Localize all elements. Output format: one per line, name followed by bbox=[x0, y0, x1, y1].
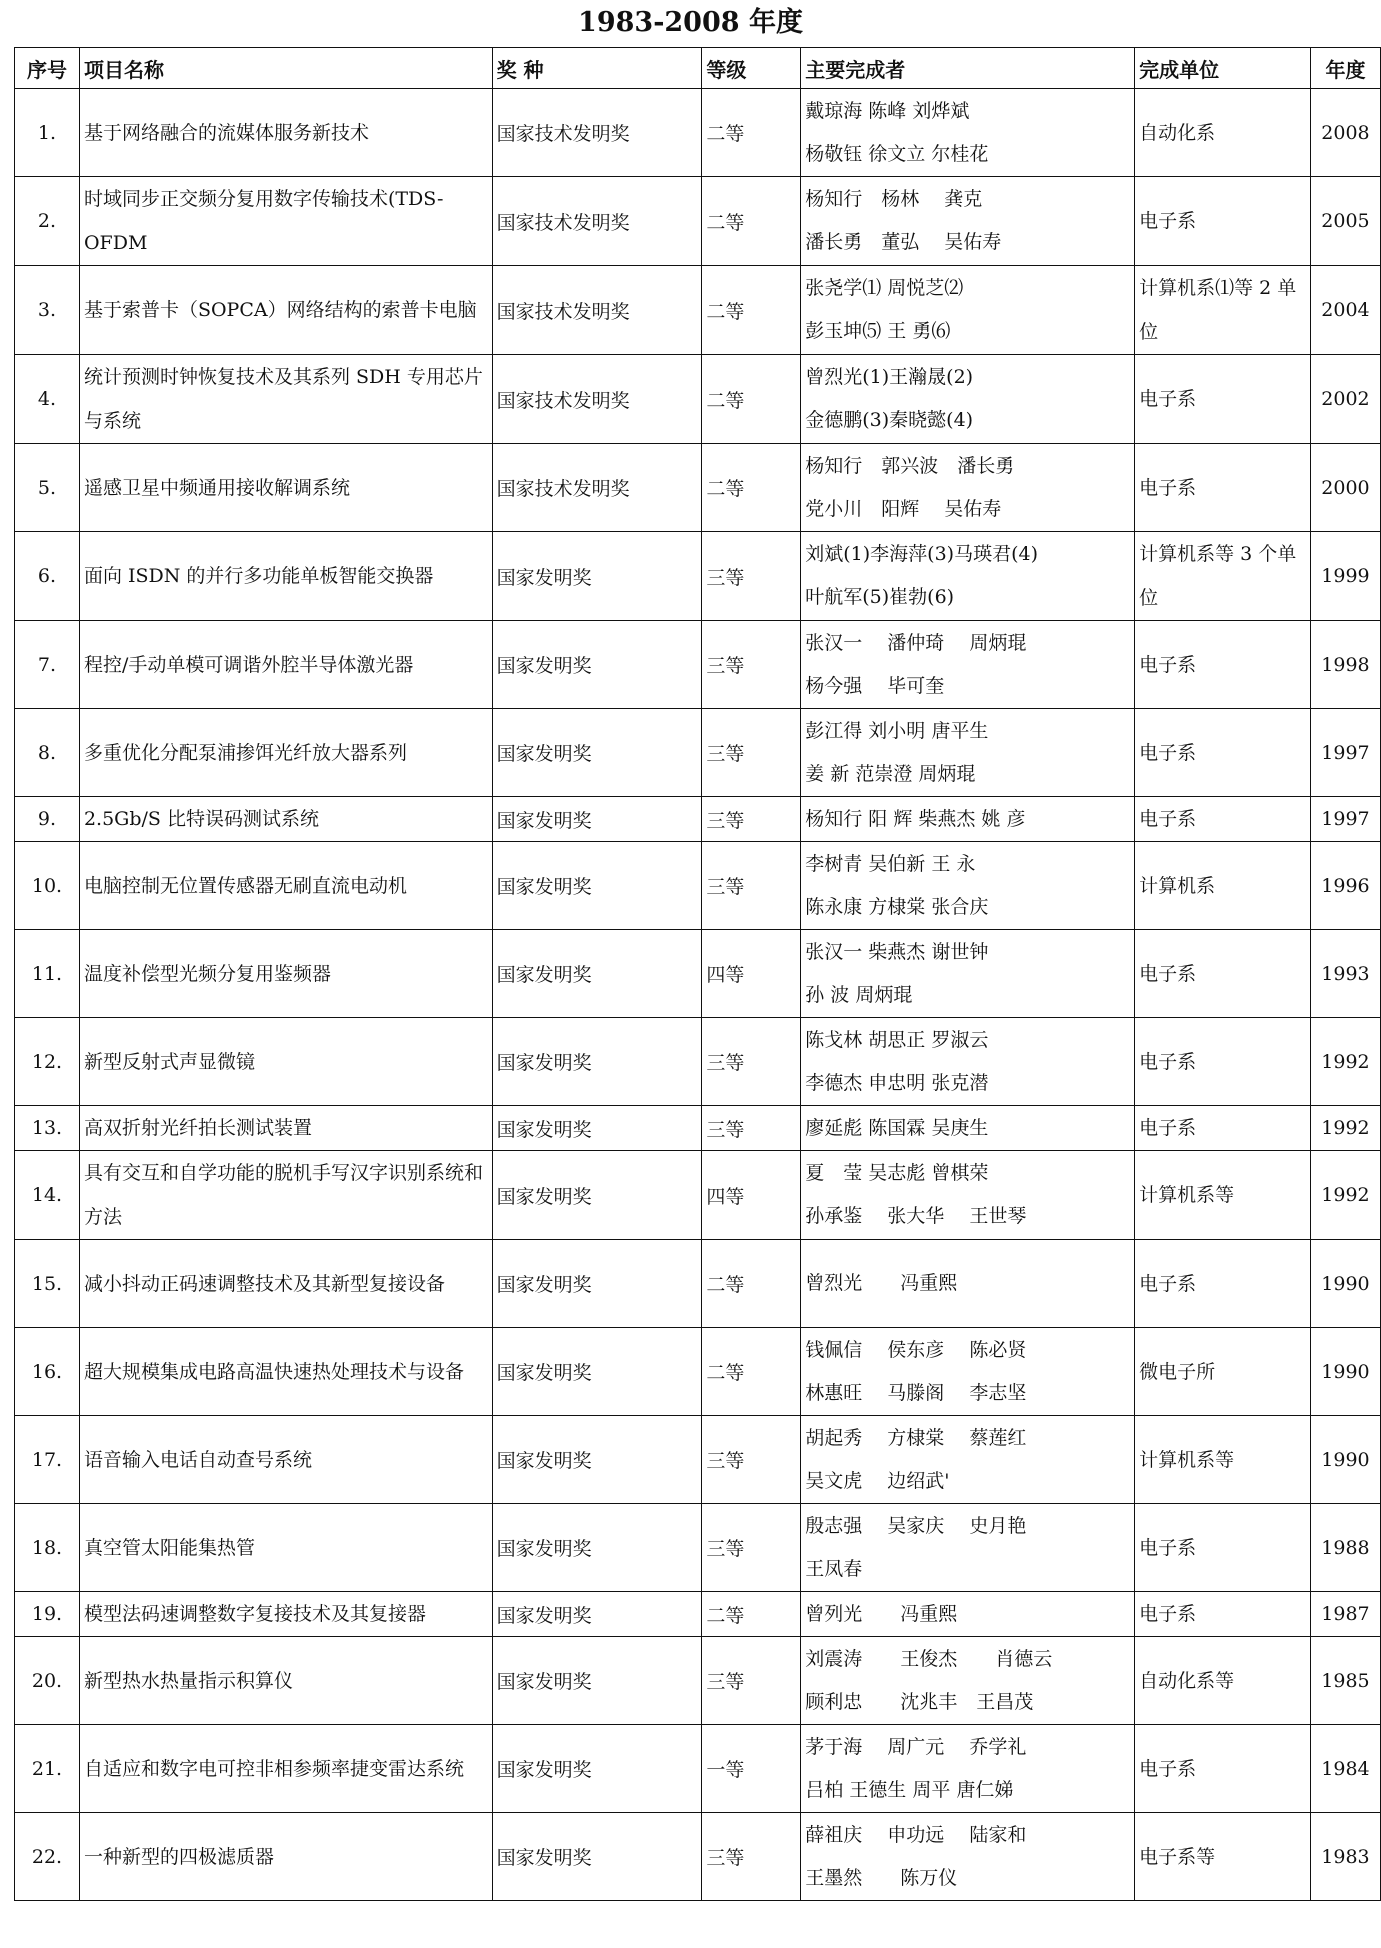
main-completers bbox=[801, 709, 1135, 797]
row-index: 4. bbox=[15, 355, 80, 444]
project-name: 真空管太阳能集热管 bbox=[79, 1504, 492, 1592]
completing-unit: 电子系 bbox=[1135, 930, 1311, 1018]
row-index: 7. bbox=[15, 621, 80, 709]
completer-line: 夏 莹 吴志彪 曾棋荣 bbox=[805, 1162, 989, 1184]
main-completers bbox=[801, 89, 1135, 177]
table-row bbox=[15, 1637, 1381, 1725]
award-grade: 二等 bbox=[702, 355, 801, 444]
header-unit: 完成单位 bbox=[1135, 48, 1311, 89]
award-grade: 三等 bbox=[702, 797, 801, 842]
project-name: 遥感卫星中频通用接收解调系统 bbox=[79, 444, 492, 532]
award-grade: 三等 bbox=[702, 621, 801, 709]
completing-unit: 微电子所 bbox=[1135, 1328, 1311, 1416]
header-year: 年度 bbox=[1310, 48, 1380, 89]
award-grade: 三等 bbox=[702, 842, 801, 930]
header-index: 序号 bbox=[15, 48, 80, 89]
completing-unit: 计算机系等 bbox=[1135, 1416, 1311, 1504]
row-index: 3. bbox=[15, 266, 80, 355]
table-row bbox=[15, 1151, 1381, 1240]
completing-unit: 电子系 bbox=[1135, 1018, 1311, 1106]
table-row bbox=[15, 355, 1381, 444]
award-grade: 二等 bbox=[702, 1328, 801, 1416]
award-type: 国家发明奖 bbox=[492, 1151, 702, 1240]
completing-unit: 电子系等 bbox=[1135, 1813, 1311, 1901]
completer-line: 孙 波 周炳琨 bbox=[805, 983, 913, 1006]
completing-unit: 电子系 bbox=[1135, 621, 1311, 709]
header-name: 项目名称 bbox=[79, 48, 492, 89]
completer-line: 薛祖庆 申功远 陆家和 bbox=[805, 1823, 1027, 1846]
completing-unit: 电子系 bbox=[1135, 177, 1311, 266]
award-type: 国家发明奖 bbox=[492, 621, 702, 709]
row-index: 21. bbox=[15, 1725, 80, 1813]
project-name: 一种新型的四极滤质器 bbox=[79, 1813, 492, 1901]
award-year: 1990 bbox=[1310, 1416, 1380, 1504]
table-row bbox=[15, 842, 1381, 930]
completer-line: 孙承鉴 张大华 王世琴 bbox=[805, 1205, 1027, 1227]
main-completers bbox=[801, 444, 1135, 532]
award-year: 1987 bbox=[1310, 1592, 1380, 1637]
row-index: 20. bbox=[15, 1637, 80, 1725]
award-type: 国家发明奖 bbox=[492, 1240, 702, 1328]
award-grade: 二等 bbox=[702, 1592, 801, 1637]
table-row bbox=[15, 1813, 1381, 1901]
completing-unit: 自动化系等 bbox=[1135, 1637, 1311, 1725]
completer-line: 杨知行 阳 辉 柴燕杰 姚 彦 bbox=[805, 807, 1026, 830]
completer-line: 姜 新 范崇澄 周炳琨 bbox=[805, 762, 976, 785]
row-index: 17. bbox=[15, 1416, 80, 1504]
project-name: 自适应和数字电可控非相参频率捷变雷达系统 bbox=[79, 1725, 492, 1813]
completing-unit: 自动化系 bbox=[1135, 89, 1311, 177]
award-grade: 四等 bbox=[702, 1151, 801, 1240]
completer-line: 金德鹏(3)秦晓懿(4) bbox=[805, 409, 974, 431]
completer-line: 陈戈林 胡思正 罗淑云 bbox=[805, 1028, 989, 1051]
completing-unit: 电子系 bbox=[1135, 355, 1311, 444]
award-grade: 二等 bbox=[702, 177, 801, 266]
award-type: 国家发明奖 bbox=[492, 1106, 702, 1151]
completer-line: 杨知行 郭兴波 潘长勇 bbox=[805, 454, 1015, 477]
main-completers bbox=[801, 266, 1135, 355]
project-name: 面向 ISDN 的并行多功能单板智能交换器 bbox=[79, 532, 492, 621]
award-type: 国家发明奖 bbox=[492, 797, 702, 842]
award-type: 国家发明奖 bbox=[492, 930, 702, 1018]
main-completers bbox=[801, 842, 1135, 930]
completer-line: 张尧学⑴ 周悦芝⑵ bbox=[805, 277, 964, 299]
completer-line: 杨知行 杨林 龚克 bbox=[805, 188, 983, 210]
award-year: 1988 bbox=[1310, 1504, 1380, 1592]
award-grade: 三等 bbox=[702, 1504, 801, 1592]
row-index: 5. bbox=[15, 444, 80, 532]
award-type: 国家技术发明奖 bbox=[492, 444, 702, 532]
award-year: 2004 bbox=[1310, 266, 1380, 355]
completer-line: 顾利忠 沈兆丰 王昌茂 bbox=[805, 1690, 1034, 1713]
award-year: 1997 bbox=[1310, 797, 1380, 842]
table-row bbox=[15, 930, 1381, 1018]
completer-line: 刘斌(1)李海萍(3)马瑛君(4) bbox=[805, 543, 1038, 565]
main-completers bbox=[801, 355, 1135, 444]
award-year: 1993 bbox=[1310, 930, 1380, 1018]
table-row bbox=[15, 1106, 1381, 1151]
completer-line: 王凤春 bbox=[805, 1557, 863, 1580]
completer-line: 吴文虎 边绍武' bbox=[805, 1469, 950, 1492]
award-grade: 一等 bbox=[702, 1725, 801, 1813]
award-grade: 三等 bbox=[702, 532, 801, 621]
main-completers bbox=[801, 1592, 1135, 1637]
project-name: 高双折射光纤拍长测试装置 bbox=[79, 1106, 492, 1151]
award-grade: 二等 bbox=[702, 444, 801, 532]
row-index: 13. bbox=[15, 1106, 80, 1151]
main-completers bbox=[801, 1151, 1135, 1240]
completing-unit: 电子系 bbox=[1135, 1725, 1311, 1813]
project-name: 新型热水热量指示积算仪 bbox=[79, 1637, 492, 1725]
completing-unit: 电子系 bbox=[1135, 1106, 1311, 1151]
completer-line: 潘长勇 董弘 吴佑寿 bbox=[805, 231, 1002, 253]
project-name: 2.5Gb/S 比特误码测试系统 bbox=[79, 797, 492, 842]
completing-unit: 电子系 bbox=[1135, 709, 1311, 797]
completing-unit: 计算机系 bbox=[1135, 842, 1311, 930]
row-index: 22. bbox=[15, 1813, 80, 1901]
row-index: 1. bbox=[15, 89, 80, 177]
award-type: 国家技术发明奖 bbox=[492, 355, 702, 444]
award-grade: 四等 bbox=[702, 930, 801, 1018]
award-year: 2005 bbox=[1310, 177, 1380, 266]
award-grade: 三等 bbox=[702, 1106, 801, 1151]
completer-line: 党小川 阳辉 吴佑寿 bbox=[805, 497, 1002, 520]
completer-line: 廖延彪 陈国霖 吴庚生 bbox=[805, 1116, 989, 1139]
award-grade: 三等 bbox=[702, 1416, 801, 1504]
table-row bbox=[15, 1018, 1381, 1106]
table-row bbox=[15, 1504, 1381, 1592]
completing-unit: 电子系 bbox=[1135, 1240, 1311, 1328]
table-row bbox=[15, 177, 1381, 266]
project-name: 具有交互和自学功能的脱机手写汉字识别系统和方法 bbox=[79, 1151, 492, 1240]
row-index: 12. bbox=[15, 1018, 80, 1106]
completer-line: 曾列光 冯重熙 bbox=[805, 1602, 958, 1625]
table-row bbox=[15, 709, 1381, 797]
award-year: 1999 bbox=[1310, 532, 1380, 621]
award-type: 国家发明奖 bbox=[492, 1416, 702, 1504]
header-grade: 等级 bbox=[702, 48, 801, 89]
award-type: 国家发明奖 bbox=[492, 709, 702, 797]
completer-line: 李树青 吴伯新 王 永 bbox=[805, 852, 976, 875]
completer-line: 钱佩信 侯东彦 陈必贤 bbox=[805, 1338, 1027, 1361]
completing-unit: 电子系 bbox=[1135, 797, 1311, 842]
completer-line: 殷志强 吴家庆 史月艳 bbox=[805, 1514, 1027, 1537]
award-year: 2000 bbox=[1310, 444, 1380, 532]
project-name: 模型法码速调整数字复接技术及其复接器 bbox=[79, 1592, 492, 1637]
row-index: 8. bbox=[15, 709, 80, 797]
main-completers bbox=[801, 930, 1135, 1018]
project-name: 新型反射式声显微镜 bbox=[79, 1018, 492, 1106]
award-grade: 二等 bbox=[702, 266, 801, 355]
completer-line: 王墨然 陈万仪 bbox=[805, 1866, 958, 1889]
project-name: 温度补偿型光频分复用鉴频器 bbox=[79, 930, 492, 1018]
completer-line: 张汉一 柴燕杰 谢世钟 bbox=[805, 940, 989, 963]
row-index: 15. bbox=[15, 1240, 80, 1328]
row-index: 14. bbox=[15, 1151, 80, 1240]
main-completers bbox=[801, 532, 1135, 621]
project-name: 程控/手动单模可调谐外腔半导体激光器 bbox=[79, 621, 492, 709]
completing-unit: 电子系 bbox=[1135, 1504, 1311, 1592]
completer-line: 刘震涛 王俊杰 肖德云 bbox=[805, 1647, 1053, 1670]
award-grade: 三等 bbox=[702, 1813, 801, 1901]
completing-unit: 计算机系等 bbox=[1135, 1151, 1311, 1240]
completer-line: 陈永康 方棣棠 张合庆 bbox=[805, 895, 989, 918]
main-completers bbox=[801, 1240, 1135, 1328]
table-row bbox=[15, 266, 1381, 355]
award-grade: 二等 bbox=[702, 89, 801, 177]
table-row bbox=[15, 444, 1381, 532]
completer-line: 张汉一 潘仲琦 周炳琨 bbox=[805, 631, 1027, 654]
completer-line: 茅于海 周广元 乔学礼 bbox=[805, 1735, 1027, 1758]
table-body bbox=[15, 89, 1381, 1901]
main-completers bbox=[801, 1813, 1135, 1901]
completing-unit: 电子系 bbox=[1135, 1592, 1311, 1637]
project-name: 减小抖动正码速调整技术及其新型复接设备 bbox=[79, 1240, 492, 1328]
award-year: 1990 bbox=[1310, 1328, 1380, 1416]
completing-unit: 计算机系等 3 个单位 bbox=[1135, 532, 1311, 621]
award-grade: 三等 bbox=[702, 1637, 801, 1725]
row-index: 16. bbox=[15, 1328, 80, 1416]
award-type: 国家发明奖 bbox=[492, 842, 702, 930]
table-row bbox=[15, 621, 1381, 709]
row-index: 11. bbox=[15, 930, 80, 1018]
award-year: 1996 bbox=[1310, 842, 1380, 930]
award-year: 2008 bbox=[1310, 89, 1380, 177]
row-index: 10. bbox=[15, 842, 80, 930]
main-completers bbox=[801, 1504, 1135, 1592]
row-index: 2. bbox=[15, 177, 80, 266]
award-grade: 三等 bbox=[702, 1018, 801, 1106]
completer-line: 杨敬钰 徐文立 尔桂花 bbox=[805, 142, 989, 165]
award-type: 国家技术发明奖 bbox=[492, 266, 702, 355]
award-type: 国家发明奖 bbox=[492, 1592, 702, 1637]
award-year: 1985 bbox=[1310, 1637, 1380, 1725]
project-name: 电脑控制无位置传感器无刷直流电动机 bbox=[79, 842, 492, 930]
main-completers bbox=[801, 1416, 1135, 1504]
project-name: 超大规模集成电路高温快速热处理技术与设备 bbox=[79, 1328, 492, 1416]
award-type: 国家发明奖 bbox=[492, 532, 702, 621]
award-type: 国家技术发明奖 bbox=[492, 89, 702, 177]
completer-line: 戴琼海 陈峰 刘烨斌 bbox=[805, 99, 970, 122]
award-type: 国家发明奖 bbox=[492, 1018, 702, 1106]
main-completers bbox=[801, 621, 1135, 709]
completing-unit: 计算机系⑴等 2 单位 bbox=[1135, 266, 1311, 355]
completer-line: 曾烈光 冯重熙 bbox=[805, 1272, 958, 1294]
main-completers bbox=[801, 177, 1135, 266]
completer-line: 吕柏 王德生 周平 唐仁娣 bbox=[805, 1778, 1014, 1801]
award-year: 1997 bbox=[1310, 709, 1380, 797]
award-type: 国家发明奖 bbox=[492, 1813, 702, 1901]
award-type: 国家发明奖 bbox=[492, 1328, 702, 1416]
award-year: 1990 bbox=[1310, 1240, 1380, 1328]
row-index: 19. bbox=[15, 1592, 80, 1637]
main-completers bbox=[801, 1018, 1135, 1106]
row-index: 9. bbox=[15, 797, 80, 842]
document-title: 1983-2008 年度 bbox=[578, 7, 803, 38]
main-completers bbox=[801, 1328, 1135, 1416]
completer-line: 叶航军(5)崔勃(6) bbox=[805, 586, 955, 608]
table-row bbox=[15, 1328, 1381, 1416]
award-type: 国家发明奖 bbox=[492, 1637, 702, 1725]
award-grade: 三等 bbox=[702, 709, 801, 797]
project-name: 基于网络融合的流媒体服务新技术 bbox=[79, 89, 492, 177]
completer-line: 彭江得 刘小明 唐平生 bbox=[805, 719, 989, 742]
award-year: 1992 bbox=[1310, 1106, 1380, 1151]
main-completers bbox=[801, 1106, 1135, 1151]
award-type: 国家发明奖 bbox=[492, 1725, 702, 1813]
completer-line: 杨今强 毕可奎 bbox=[805, 674, 945, 697]
award-year: 1998 bbox=[1310, 621, 1380, 709]
completing-unit: 电子系 bbox=[1135, 444, 1311, 532]
project-name: 基于索普卡（SOPCA）网络结构的索普卡电脑 bbox=[79, 266, 492, 355]
header-award: 奖 种 bbox=[492, 48, 702, 89]
table-row bbox=[15, 1592, 1381, 1637]
completer-line: 林惠旺 马滕阁 李志坚 bbox=[805, 1381, 1027, 1404]
table-row bbox=[15, 1240, 1381, 1328]
table-row bbox=[15, 89, 1381, 177]
completer-line: 曾烈光(1)王瀚晟(2) bbox=[805, 366, 974, 388]
main-completers bbox=[801, 797, 1135, 842]
project-name: 语音输入电话自动查号系统 bbox=[79, 1416, 492, 1504]
completer-line: 胡起秀 方棣棠 蔡莲红 bbox=[805, 1426, 1027, 1449]
project-name: 多重优化分配泵浦掺饵光纤放大器系列 bbox=[79, 709, 492, 797]
table-row bbox=[15, 532, 1381, 621]
award-grade: 二等 bbox=[702, 1240, 801, 1328]
table-row bbox=[15, 797, 1381, 842]
completer-line: 彭玉坤⑸ 王 勇⑹ bbox=[805, 320, 951, 342]
project-name: 统计预测时钟恢复技术及其系列 SDH 专用芯片与系统 bbox=[79, 355, 492, 444]
award-year: 1992 bbox=[1310, 1151, 1380, 1240]
main-completers bbox=[801, 1725, 1135, 1813]
award-table bbox=[14, 47, 1381, 1901]
award-year: 1984 bbox=[1310, 1725, 1380, 1813]
award-type: 国家发明奖 bbox=[492, 1504, 702, 1592]
table-row bbox=[15, 1725, 1381, 1813]
project-name: 时域同步正交频分复用数字传输技术(TDS-OFDM bbox=[79, 177, 492, 266]
header-row bbox=[15, 48, 1381, 89]
award-year: 1992 bbox=[1310, 1018, 1380, 1106]
row-index: 6. bbox=[15, 532, 80, 621]
award-year: 2002 bbox=[1310, 355, 1380, 444]
completer-line: 李德杰 申忠明 张克潜 bbox=[805, 1071, 989, 1094]
header-completers: 主要完成者 bbox=[801, 48, 1135, 89]
award-type: 国家技术发明奖 bbox=[492, 177, 702, 266]
main-completers bbox=[801, 1637, 1135, 1725]
table-row bbox=[15, 1416, 1381, 1504]
row-index: 18. bbox=[15, 1504, 80, 1592]
award-year: 1983 bbox=[1310, 1813, 1380, 1901]
